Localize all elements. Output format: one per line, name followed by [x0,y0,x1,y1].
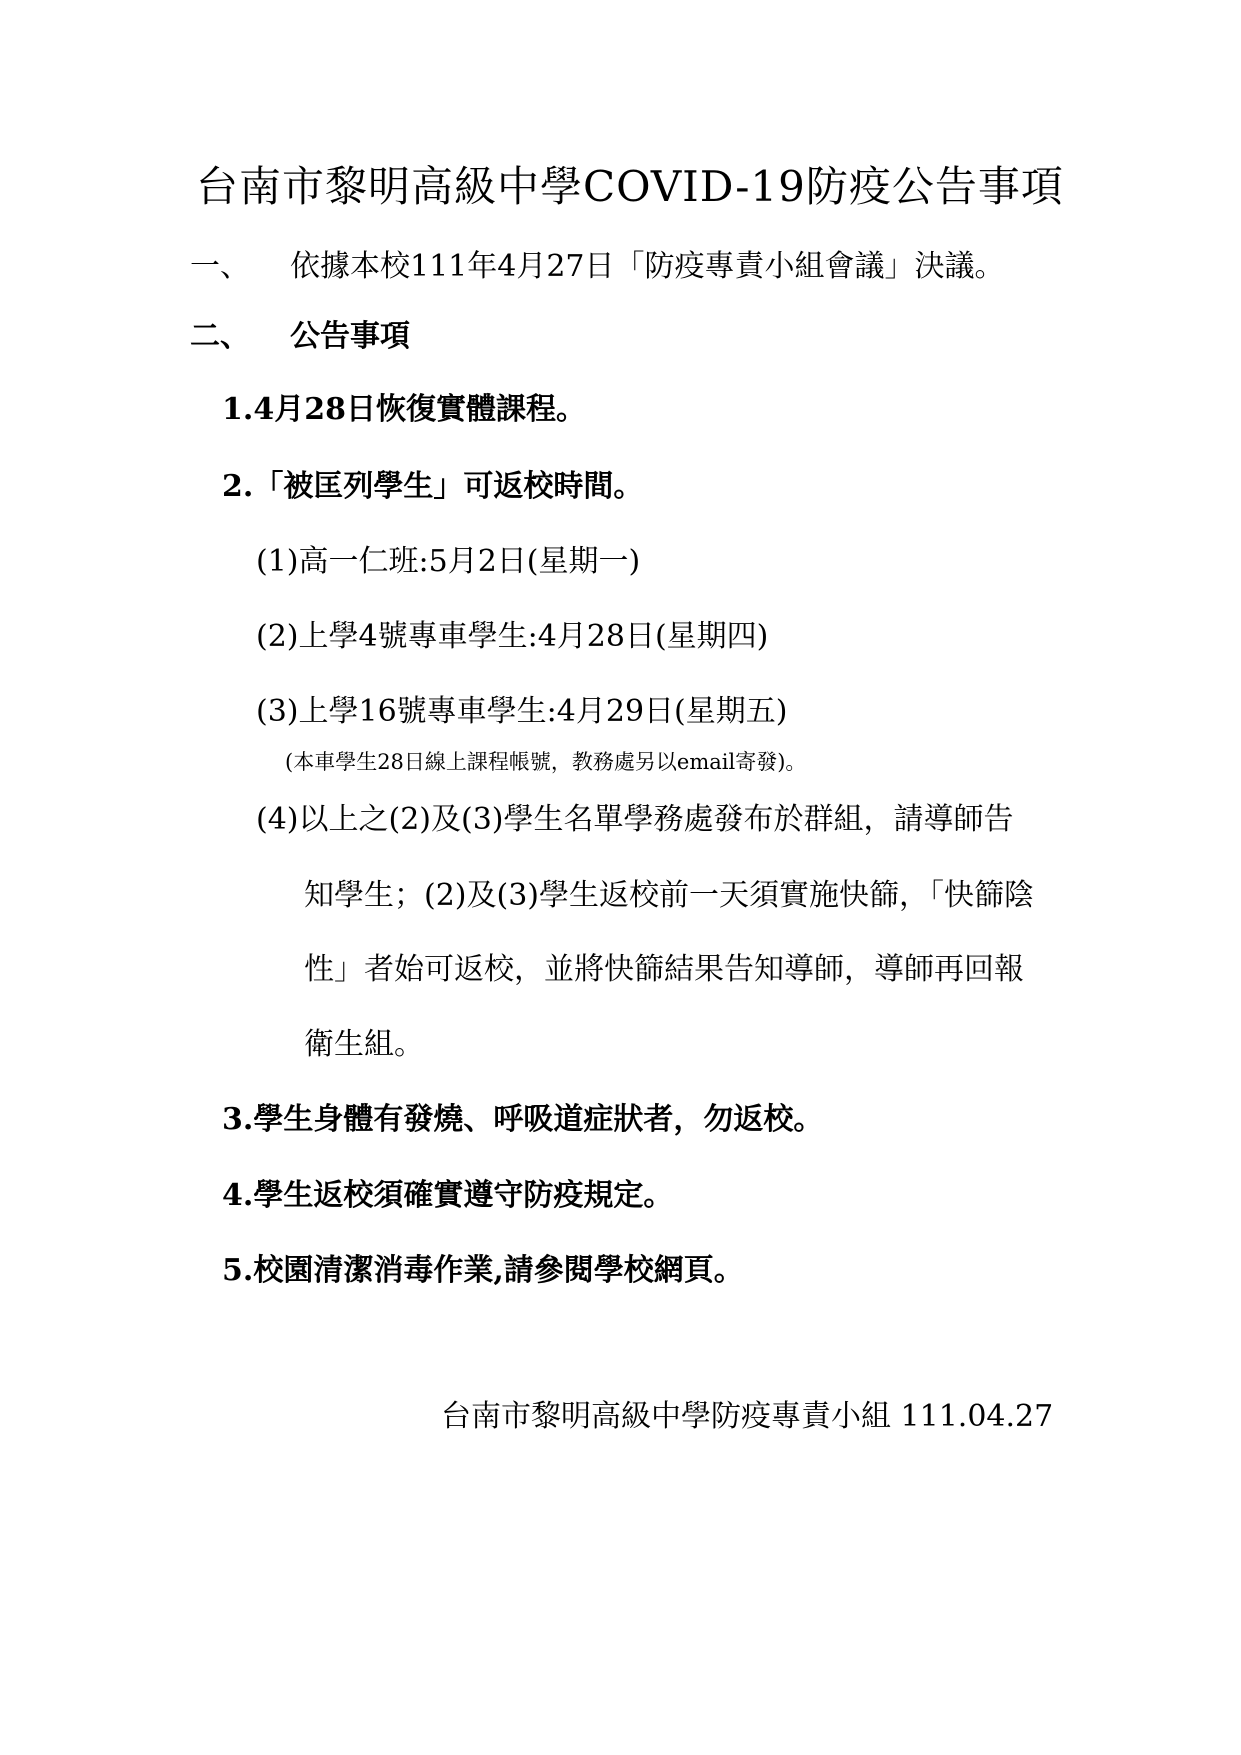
return-schedule-4-line-4: 衛生組。 [304,1027,424,1062]
return-schedule-2: (2)上學4號專車學生:4月28日(星期四) [256,619,769,654]
notice-item-1: 1.4月28日恢復實體課程。 [222,392,586,427]
section-one [190,249,1005,284]
return-schedule-1: (1)高一仁班:5月2日(星期一) [256,544,641,579]
return-schedule-4-line-2: 知學生；(2)及(3)學生返校前一天須實施快篩，「快篩陰 [304,878,1034,913]
section-two-heading: 公告事項 [290,319,410,354]
return-schedule-4-line-1: (4)以上之(2)及(3)學生名單學務處發布於群組，請導師告 [256,802,1014,837]
notice-item-4: 4.學生返校須確實遵守防疫規定。 [222,1178,674,1213]
notice-item-5: 5.校園清潔消毒作業,請參閱學校網頁。 [222,1253,744,1288]
return-schedule-4-line-3: 性」者始可返校，並將快篩結果告知導師，導師再回報 [304,952,1024,987]
return-schedule-3: (3)上學16號專車學生:4月29日(星期五) [256,694,788,729]
notice-item-3: 3.學生身體有發燒、呼吸道症狀者，勿返校。 [222,1102,824,1137]
signature: 台南市黎明高級中學防疫專責小組 111.04.27 [441,1399,1054,1434]
section-one-text: 依據本校111年4月27日「防疫專責小組會議」決議。 [290,249,1005,284]
section-two-number: 二、 [190,319,250,354]
document-title: 台南市黎明高級中學COVID-19防疫公告事項 [196,162,1064,211]
section-two [190,319,410,354]
section-one-number: 一、 [190,249,250,284]
notice-item-2: 2.「被匡列學生」可返校時間。 [222,469,644,504]
return-schedule-3-note: (本車學生28日線上課程帳號，教務處另以email寄發)。 [285,750,807,774]
